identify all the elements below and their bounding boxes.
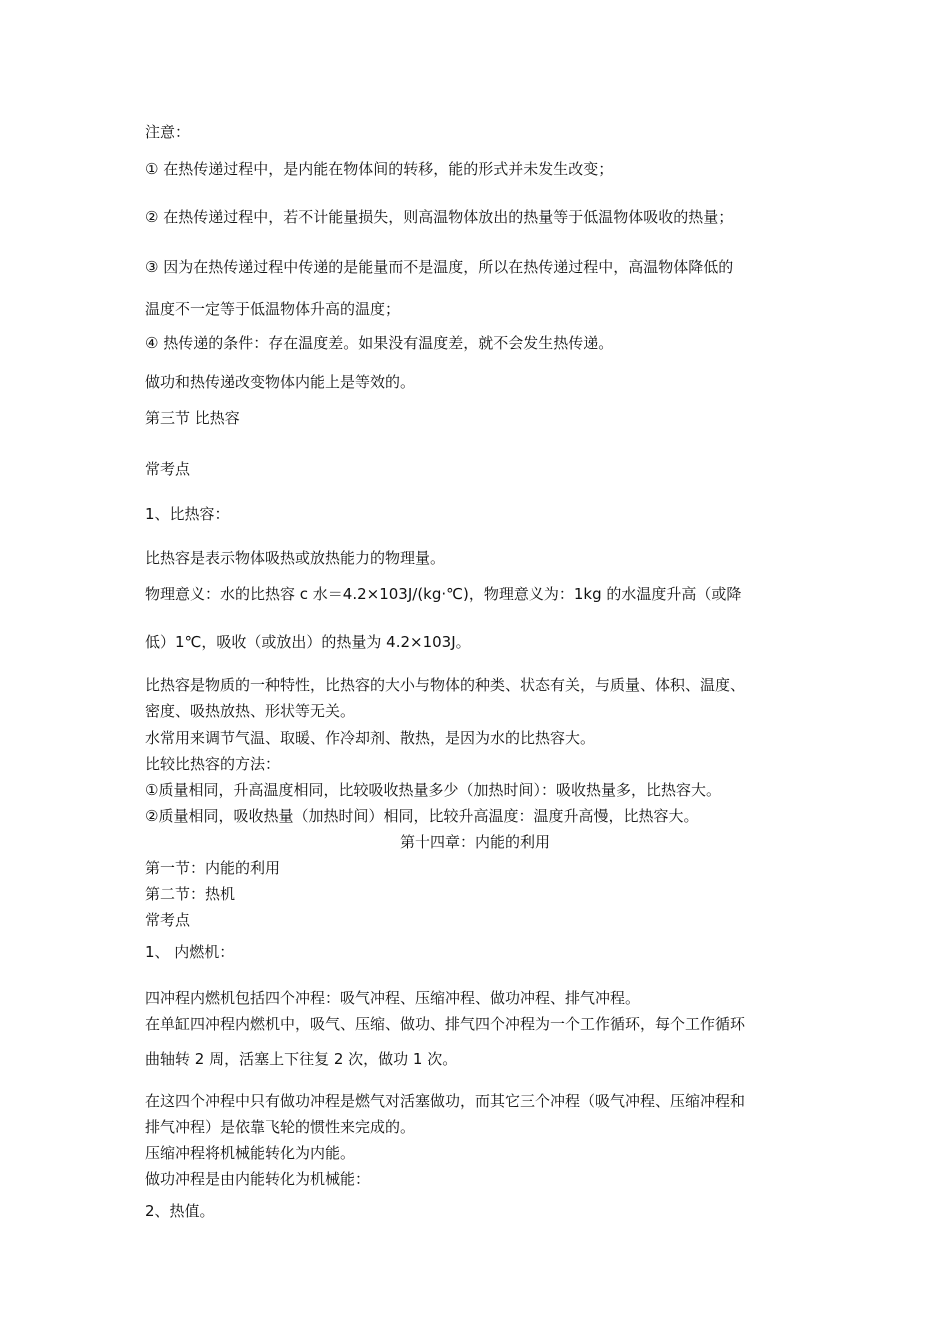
item-heading: 1、 内燃机： — [145, 943, 235, 961]
paragraph: 水常用来调节气温、取暖、作冷却剂、散热，是因为水的比热容大。 — [145, 729, 596, 747]
paragraph: 比热容是物质的一种特性，比热容的大小与物体的种类、状态有关，与质量、体积、温度、 — [145, 676, 746, 694]
paragraph: 在这四个冲程中只有做功冲程是燃气对活塞做功，而其它三个冲程（吸气冲程、压缩冲程和 — [145, 1092, 746, 1110]
note-item-2: ② 在热传递过程中，若不计能量损失，则高温物体放出的热量等于低温物体吸收的热量； — [145, 208, 734, 226]
paragraph-cont: 曲轴转 2 周，活塞上下往复 2 次，做功 1 次。 — [145, 1050, 458, 1068]
note-item-4: ④ 热传递的条件：存在温度差。如果没有温度差，就不会发生热传递。 — [145, 334, 614, 352]
paragraph: 比热容是表示物体吸热或放热能力的物理量。 — [145, 549, 446, 567]
note-heading: 注意： — [145, 123, 191, 141]
section-title: 第三节 比热容 — [145, 409, 240, 427]
note-item-1: ① 在热传递过程中，是内能在物体间的转移，能的形式并未发生改变； — [145, 160, 614, 178]
paragraph: 做功和热传递改变物体内能上是等效的。 — [145, 373, 416, 391]
note-item-3: ③ 因为在热传递过程中传递的是能量而不是温度，所以在热传递过程中，高温物体降低的 — [145, 258, 734, 276]
paragraph-cont: 低）1℃，吸收（或放出）的热量为 4.2×103J。 — [145, 633, 471, 651]
subheading: 常考点 — [145, 911, 191, 929]
item-heading: 1、比热容： — [145, 505, 230, 523]
subheading: 常考点 — [145, 460, 191, 478]
paragraph: 物理意义：水的比热容 c 水＝4.2×103J/(kg·℃)，物理意义为：1kg 的水温度升高（或降 — [145, 585, 742, 603]
section-title: 第一节：内能的利用 — [145, 859, 281, 877]
method-item-1: ①质量相同，升高温度相同，比较吸收热量多少（加热时间）：吸收热量多，比热容大。 — [145, 781, 721, 799]
note-item-3-cont: 温度不一定等于低温物体升高的温度； — [145, 300, 401, 318]
paragraph: 在单缸四冲程内燃机中，吸气、压缩、做功、排气四个冲程为一个工作循环，每个工作循环 — [145, 1015, 746, 1033]
paragraph: 比较比热容的方法： — [145, 755, 281, 773]
paragraph-cont: 排气冲程）是依靠飞轮的惯性来完成的。 — [145, 1118, 416, 1136]
paragraph: 压缩冲程将机械能转化为内能。 — [145, 1144, 356, 1162]
item-heading: 2、热值。 — [145, 1202, 215, 1220]
section-title: 第二节：热机 — [145, 885, 236, 903]
chapter-title: 第十四章：内能的利用 — [399, 833, 550, 851]
paragraph: 四冲程内燃机包括四个冲程：吸气冲程、压缩冲程、做功冲程、排气冲程。 — [145, 989, 641, 1007]
paragraph-cont: 密度、吸热放热、形状等无关。 — [145, 702, 356, 720]
method-item-2: ②质量相同，吸收热量（加热时间）相同，比较升高温度：温度升高慢，比热容大。 — [145, 807, 699, 825]
paragraph: 做功冲程是由内能转化为机械能： — [145, 1170, 371, 1188]
